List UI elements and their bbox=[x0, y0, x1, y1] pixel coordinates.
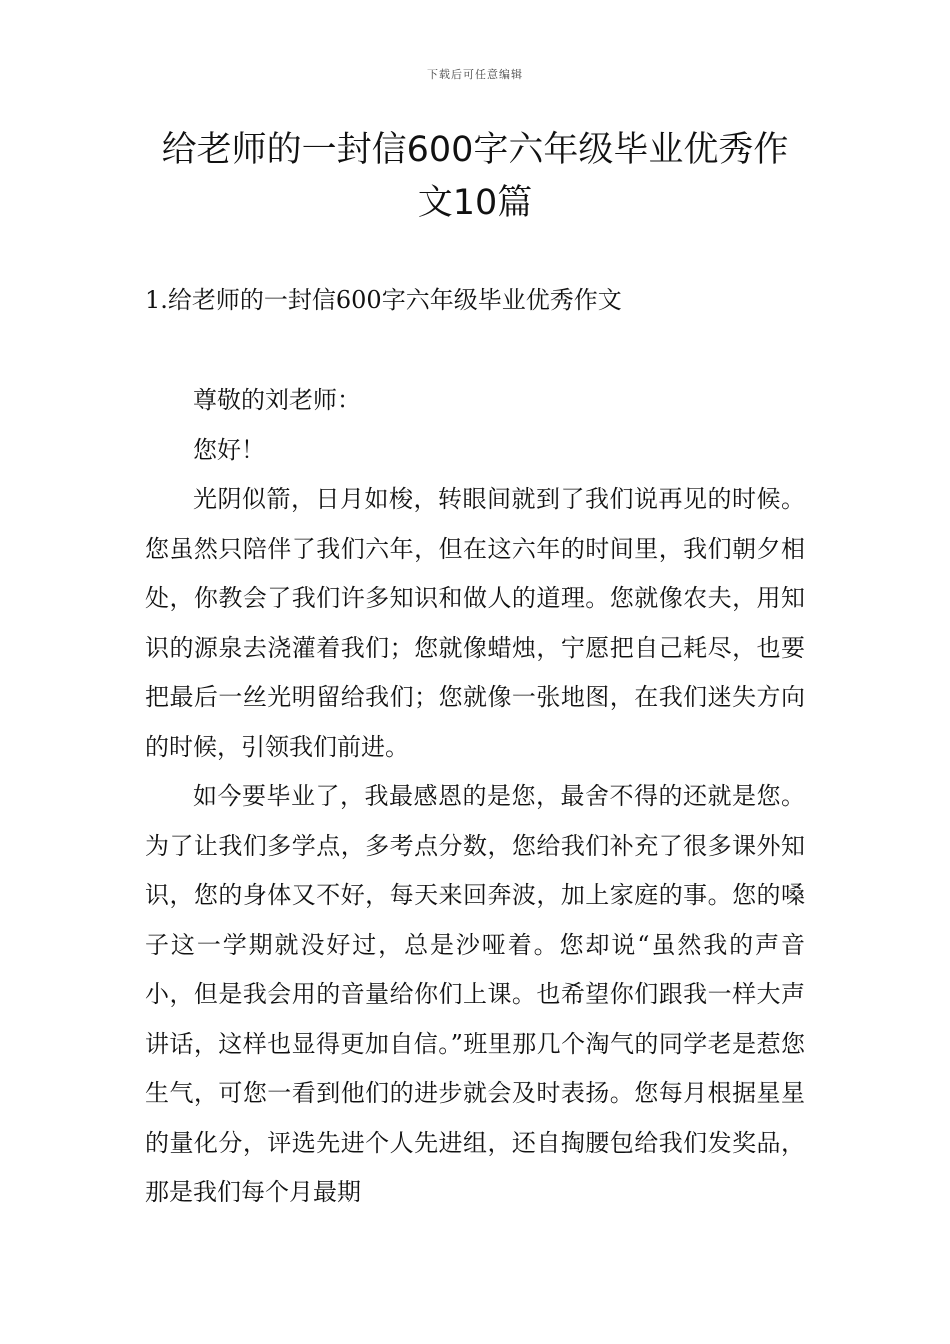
section-heading: 1.给老师的一封信600字六年级毕业优秀作文 bbox=[145, 286, 622, 314]
letter-paragraph-2: 如今要毕业了，我最感恩的是您，最舍不得的还就是您。为了让我们多学点，多考点分数，您给我们补充了很多课外知识，您的身体又不好，每天来回奔波，加上家庭的事。您的嗓子这一学期就没好过，总是沙哑着。您却说“虽然我的声音小，但是我会用的音量给你们上课。也希望你们跟我一样大声讲话，这样也显得更加自信。”班里那几个淘气的同学老是惹您生气，可您一看到他们的进步就会及时表扬。您每月根据星星的量化分，评选先进个人先进组，还自掏腰包给我们发奖品，那是我们每个月最期 bbox=[145, 782, 805, 1206]
letter-paragraph-1: 光阴似箭，日月如梭，转眼间就到了我们说再见的时候。您虽然只陪伴了我们六年，但在这六年的时间里，我们朝夕相处，你教会了我们许多知识和做人的道理。您就像农夫，用知识的源泉去浇灌着我们；您就像蜡烛，宁愿把自己耗尽，也要把最后一丝光明留给我们；您就像一张地图，在我们迷失方向的时候，引领我们前进。 bbox=[145, 485, 805, 761]
letter-salutation: 尊敬的刘老师： bbox=[193, 386, 361, 414]
letter-body bbox=[145, 376, 805, 1218]
document-title-line-2: 文10篇 bbox=[417, 183, 533, 223]
letter-greeting: 您好！ bbox=[193, 435, 265, 464]
document-title-line-1: 给老师的一封信600字六年级毕业优秀作 bbox=[161, 130, 789, 170]
page-header-note: 下载后可任意编辑 bbox=[427, 68, 523, 81]
document-title bbox=[140, 124, 810, 230]
